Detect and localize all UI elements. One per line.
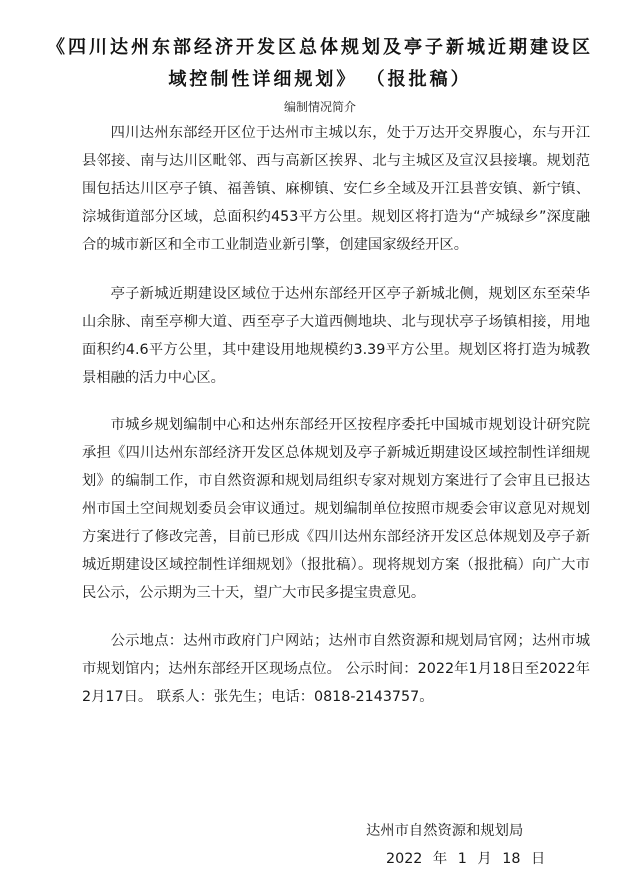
paragraph-near-term-area: 亭子新城近期建设区域位于达州东部经开区亭子新城北侧，规划区东至荣华山余脉、南至亭柳大道、西至亭子大道西侧地块、北与现状亭子场镇相接，用地面积约4.6平方公里，其中建设用地规模约3.39平方公里。规划区将打造为城教景相融的活力中心区。 (82, 286, 590, 386)
paragraph-publicity-info: 公示地点：达州市政府门户网站；达州市自然资源和规划局官网；达州市城市规划馆内；达州东部经开区现场点位。 公示时间：2022年1月18日至2022年2月17日。 联系人：张先生；电话：0818-2143757。 (82, 633, 590, 705)
document-title-line-2: 域控制性详细规划》 （报批稿） (168, 69, 472, 90)
signature-date: 2022 年 1 月 18 日 (386, 851, 546, 867)
document-title-line-1: 《四川达州东部经济开发区总体规划及亭子新城近期建设区 (47, 37, 593, 58)
signature-organization: 达州市自然资源和规划局 (366, 823, 524, 839)
paragraph-planning-process: 市城乡规划编制中心和达州东部经开区按程序委托中国城市规划设计研究院承担《四川达州东部经济开发区总体规划及亭子新城近期建设区域控制性详细规划》的编制工作，市自然资源和规划局组织专家对规划方案进行了会审且已报达州市国土空间规划委员会审议通过。规划编制单位按照市规委会审议意见对规划方案进行了修改完善，目前已形成《四川达州东部经济开发区总体规划及亭子新城近期建设区域控制性详细规划》（报批稿）。现将规划方案（报批稿）向广大市民公示，公示期为三十天，望广大市民多提宝贵意见。 (82, 417, 590, 601)
document-subtitle: 编制情况简介 (283, 100, 356, 114)
paragraph-overview: 四川达州东部经开区位于达州市主城以东，处于万达开交界腹心，东与开江县邻接、南与达川区毗邻、西与高新区挨界、北与主城区及宣汉县接壤。规划范围包括达川区亭子镇、福善镇、麻柳镇、安仁乡全域及开江县普安镇、新宁镇、淙城街道部分区域，总面积约453平方公里。规划区将打造为“产城绿乡”深度融合的城市新区和全市工业制造业新引擎，创建国家级经开区。 (82, 125, 590, 253)
